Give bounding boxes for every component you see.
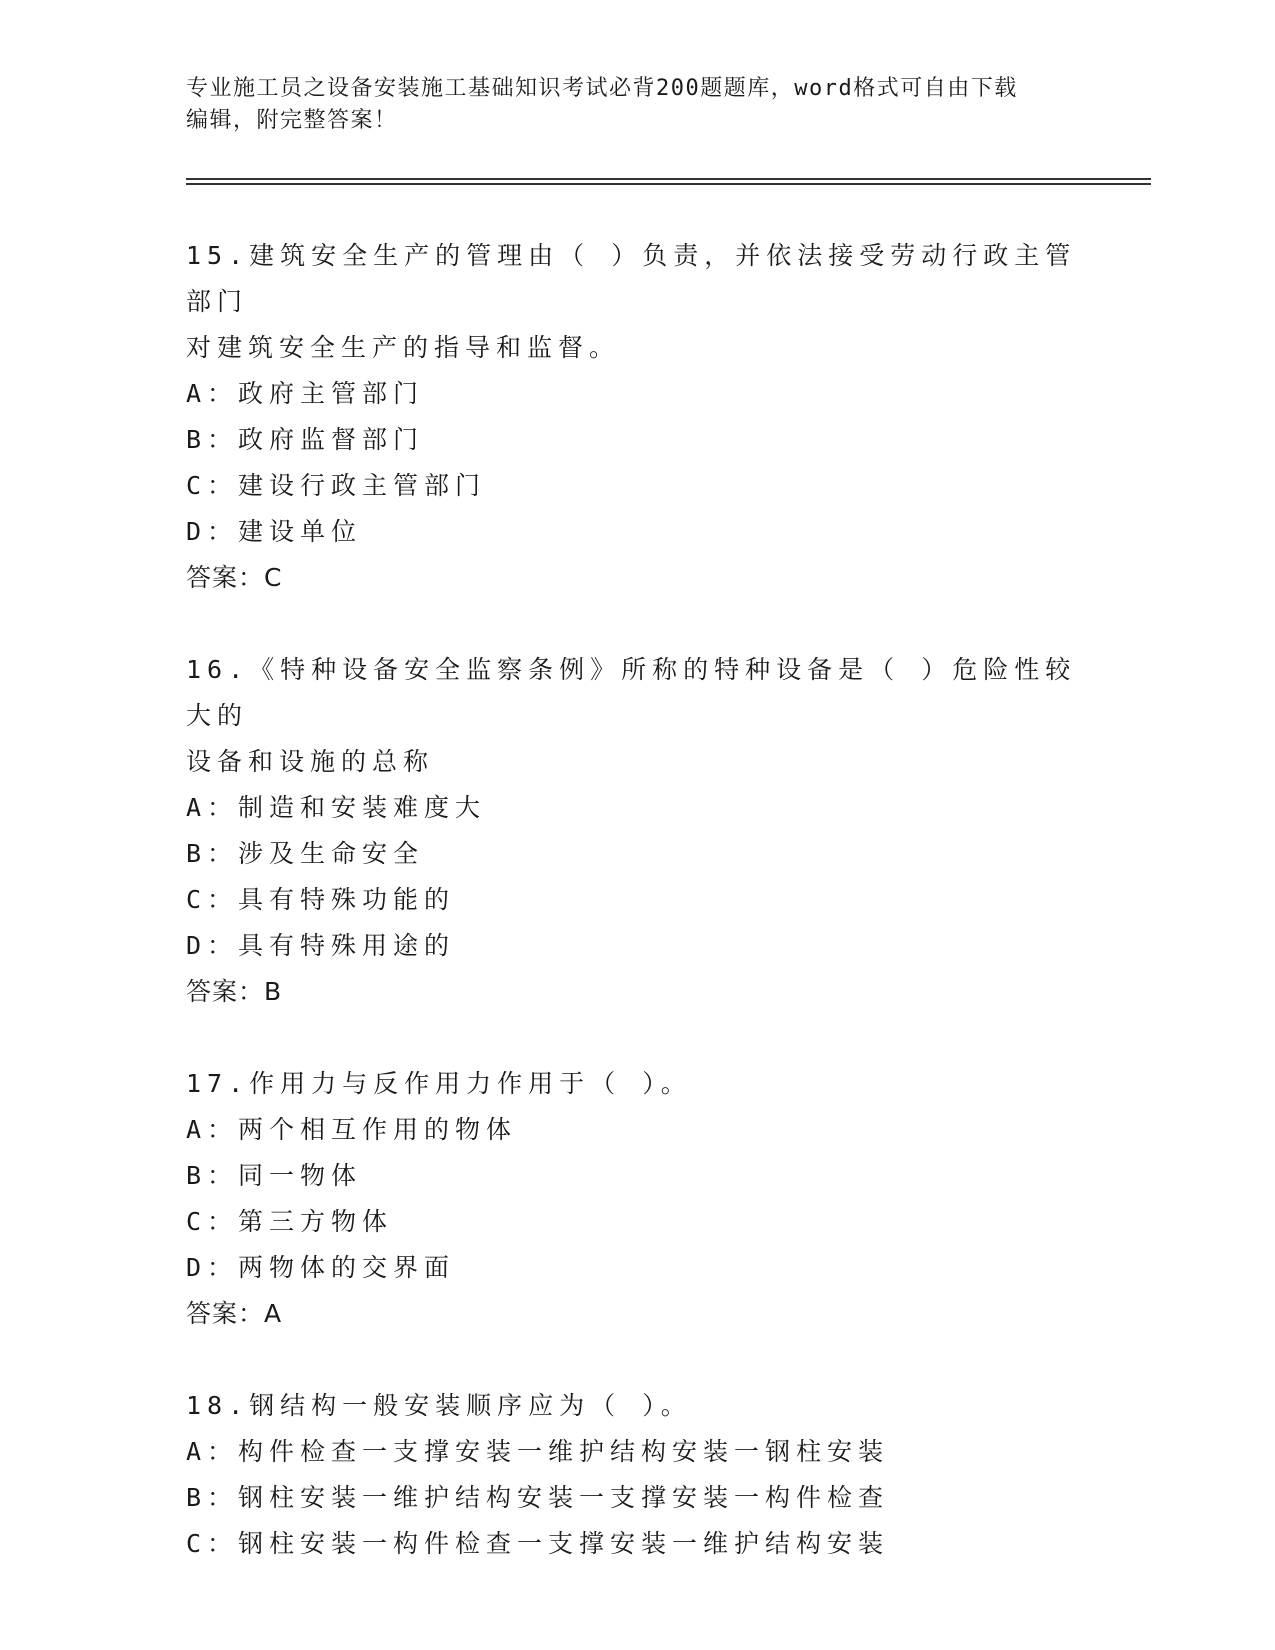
header-title-line-1: 专业施工员之设备安装施工基础知识考试必背200题题库，word格式可自由下载 [186, 76, 1018, 101]
option-b: B：钢柱安装一维护结构安装一支撑安装一构件检查 [186, 1483, 890, 1512]
question-17 [186, 1061, 1106, 1337]
option-d: D：建设单位 [186, 517, 363, 546]
option-a: A：制造和安装难度大 [186, 793, 487, 822]
question-stem-line: 设备和设施的总称 [186, 747, 435, 776]
question-list [186, 233, 1106, 1613]
option-a: A：两个相互作用的物体 [186, 1115, 518, 1144]
option-a: A：构件检查一支撑安装一维护结构安装一钢柱安装 [186, 1437, 890, 1466]
answer-label: 答案：C [186, 563, 283, 592]
question-16 [186, 647, 1106, 1015]
option-b: B：政府监督部门 [186, 425, 425, 454]
question-18 [186, 1383, 1106, 1567]
header-divider-top [186, 178, 1151, 180]
answer-label: 答案：B [186, 977, 283, 1006]
answer-label: 答案：A [186, 1299, 283, 1328]
question-15 [186, 233, 1106, 601]
question-stem-line: 对建筑安全生产的指导和监督。 [186, 333, 621, 362]
header-title-line-2: 编辑，附完整答案！ [186, 108, 398, 133]
question-stem-line: 17.作用力与反作用力作用于（ ）。 [186, 1069, 692, 1098]
option-c: C：钢柱安装一构件检查一支撑安装一维护结构安装 [186, 1529, 890, 1558]
option-d: D：两物体的交界面 [186, 1253, 456, 1282]
option-c: C：具有特殊功能的 [186, 885, 456, 914]
option-c: C：第三方物体 [186, 1207, 394, 1236]
question-stem-line: 15.建筑安全生产的管理由（ ）负责，并依法接受劳动行政主管部门 [186, 241, 1077, 316]
option-a: A：政府主管部门 [186, 379, 425, 408]
document-header [186, 73, 1086, 137]
header-divider-bottom [186, 183, 1151, 185]
question-stem-line: 18.钢结构一般安装顺序应为（ ）。 [186, 1391, 692, 1420]
option-c: C：建设行政主管部门 [186, 471, 487, 500]
option-b: B：同一物体 [186, 1161, 363, 1190]
option-b: B：涉及生命安全 [186, 839, 425, 868]
question-stem-line: 16.《特种设备安全监察条例》所称的特种设备是（ ）危险性较大的 [186, 655, 1077, 730]
option-d: D：具有特殊用途的 [186, 931, 456, 960]
